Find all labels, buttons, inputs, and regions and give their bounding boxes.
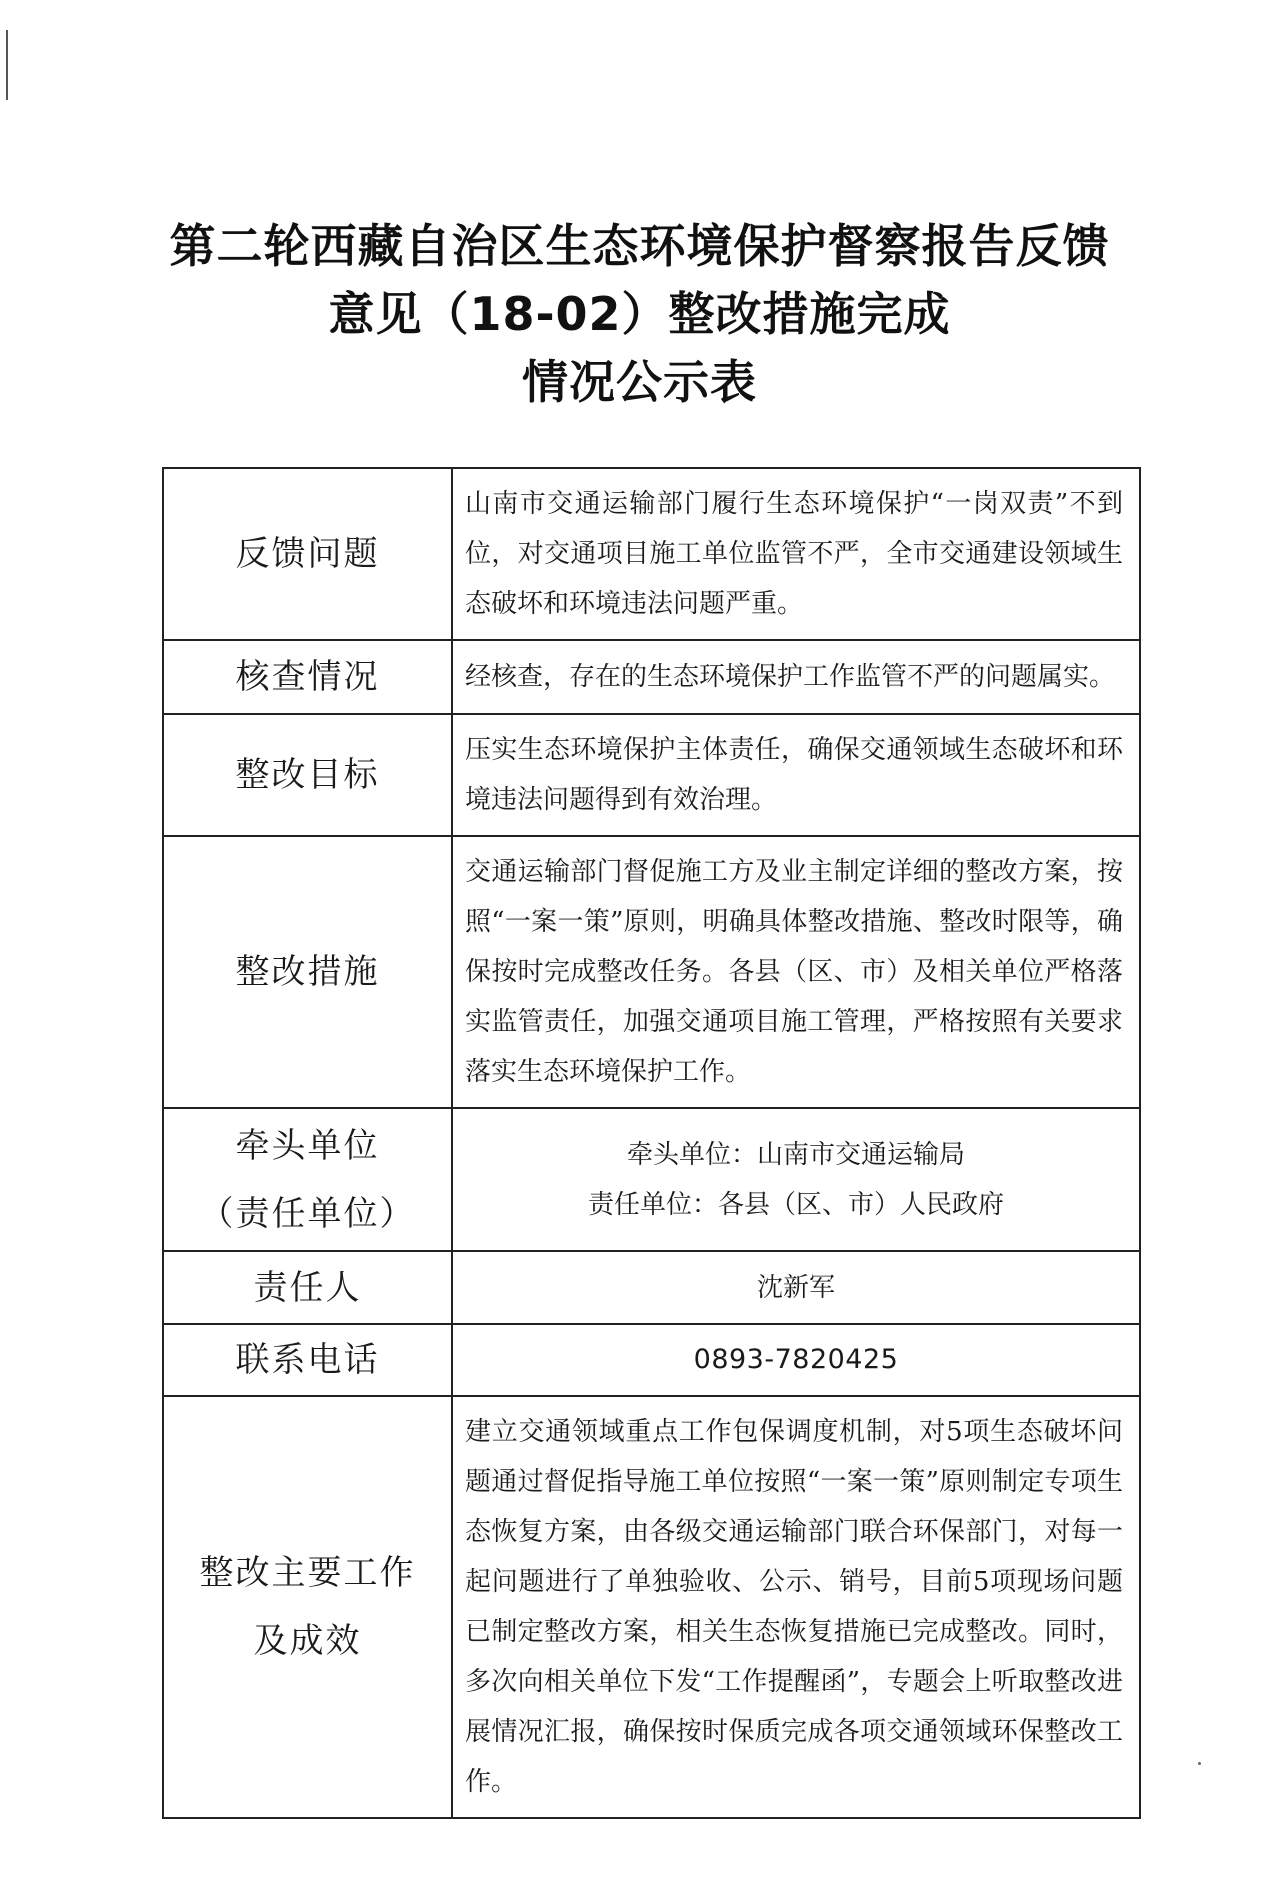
row-content-text: 牵头单位：山南市交通运输局	[626, 1139, 965, 1170]
row-content	[452, 1396, 1140, 1818]
row-content-text: 0893-7820425	[693, 1344, 899, 1375]
row-content-text: 责任单位：各县（区、市）人民政府	[587, 1189, 1004, 1220]
row-content	[452, 1324, 1140, 1396]
row-content-text: 压实生态环境保护主体责任，确保交通领域生态破坏和环境违法问题得到有效治理。	[465, 735, 1123, 815]
table-row-rectification-goal	[163, 714, 1140, 836]
table-row-responsible-person	[163, 1251, 1140, 1324]
row-label-text: 联系电话	[235, 1340, 380, 1380]
table-row-lead-unit	[163, 1108, 1140, 1251]
row-label-text: 核查情况	[235, 657, 380, 697]
row-content-text: 经核查，存在的生态环境保护工作监管不严的问题属实。	[465, 662, 1116, 692]
row-label-text: 及成效	[253, 1621, 362, 1661]
table-row-main-work-results	[163, 1396, 1140, 1818]
row-content-text: 山南市交通运输部门履行生态环境保护“一岗双责”不到位，对交通项目施工单位监管不严，全市交通建设领域生态破坏和环境违法问题严重。	[465, 489, 1123, 619]
row-label	[163, 468, 452, 640]
title-line: 第二轮西藏自治区生态环境保护督察报告反馈	[169, 219, 1110, 273]
row-content-text: 建立交通领域重点工作包保调度机制，对5项生态破坏问题通过督促指导施工单位按照“一案一策”原则制定专项生态恢复方案，由各级交通运输部门联合环保部门，对每一起问题进行了单独验收、公示、销号，目前5项现场问题已制定整改方案，相关生态恢复措施已完成整改。同时，多次向相关单位下发“工作提醒函”，专题会上听取整改进展情况汇报，确保按时保质完成各项交通领域环保整改工作。	[465, 1417, 1123, 1797]
title-line: 情况公示表	[522, 355, 757, 409]
table-row-feedback-issue	[163, 468, 1140, 640]
row-label	[163, 1324, 452, 1396]
row-content	[452, 1251, 1140, 1324]
row-label	[163, 640, 452, 714]
rectification-table	[162, 467, 1141, 1819]
row-content	[452, 640, 1140, 714]
row-content	[452, 714, 1140, 836]
row-label	[163, 1396, 452, 1818]
row-content	[452, 836, 1140, 1108]
row-label	[163, 1108, 452, 1251]
row-label-text: 牵头单位	[235, 1125, 380, 1166]
row-label-text: （责任单位）	[199, 1193, 416, 1234]
table-row-rectification-measures	[163, 836, 1140, 1108]
row-label	[163, 714, 452, 836]
table-row-verification	[163, 640, 1140, 714]
row-label	[163, 1251, 452, 1324]
row-content-text: 交通运输部门督促施工方及业主制定详细的整改方案，按照“一案一策”原则，明确具体整改措施、整改时限等，确保按时完成整改任务。各县（区、市）及相关单位严格落实监管责任，加强交通项目施工管理，严格按照有关要求落实生态环境保护工作。	[465, 857, 1123, 1087]
scan-speck	[1198, 1762, 1201, 1765]
title-line: 意见（18-02）整改措施完成	[328, 287, 951, 341]
row-label-text: 整改目标	[235, 755, 380, 795]
page-edge-mark	[6, 30, 8, 100]
row-label-text: 整改主要工作	[199, 1553, 416, 1593]
row-label-text: 反馈问题	[235, 534, 380, 574]
table-row-contact-phone	[163, 1324, 1140, 1396]
row-label	[163, 836, 452, 1108]
document-title	[0, 212, 1279, 416]
row-label-text: 责任人	[253, 1267, 362, 1308]
row-label-text: 整改措施	[235, 952, 380, 992]
row-content	[452, 468, 1140, 640]
row-content-text: 沈新军	[756, 1272, 835, 1303]
row-content	[452, 1108, 1140, 1251]
